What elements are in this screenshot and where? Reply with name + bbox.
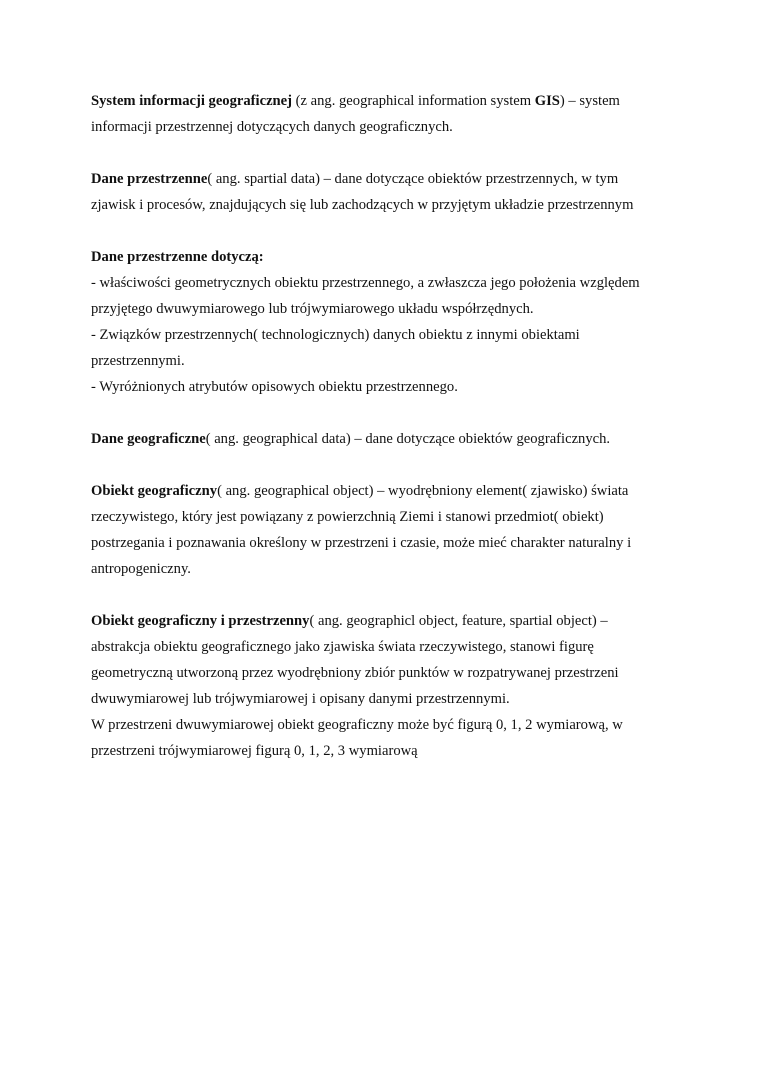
term-geographic-object: Obiekt geograficzny <box>91 483 218 499</box>
definition-text: ( ang. geographical data) – dane dotyczące obiektów geograficznych. <box>205 431 611 447</box>
term-gis-abbrev: GIS <box>534 93 560 109</box>
document-body <box>91 88 676 764</box>
section-heading: Dane przestrzenne dotyczą: <box>91 249 264 265</box>
paragraph-geographic-data <box>91 426 676 452</box>
term-geographic-spatial-object: Obiekt geograficzny i przestrzenny <box>91 613 310 629</box>
paragraph-geographic-spatial-object <box>91 608 676 764</box>
list-item-continuation: przyjętego dwuwymiarowego lub trójwymiarowego układu współrzędnych. <box>91 301 534 317</box>
paragraph-line: zjawisk i procesów, znajdujących się lub zachodzących w przyjętym układzie przestrzennym <box>91 197 634 213</box>
paragraph-line: rzeczywistego, który jest powiązany z powierzchnią Ziemi i stanowi przedmiot( obiekt) <box>91 509 604 525</box>
paragraph-line <box>91 244 676 270</box>
list-item: - Wyróżnionych atrybutów opisowych obiektu przestrzennego. <box>91 379 458 395</box>
paragraph-line <box>91 478 676 504</box>
paragraph-line <box>91 88 676 114</box>
definition-text: ( ang. geographical object) – wyodrębniony element( zjawisko) świata <box>217 483 629 499</box>
paragraph-spatial-data-scope <box>91 244 676 400</box>
paragraph-line <box>91 166 676 192</box>
paragraph-line: abstrakcja obiektu geograficznego jako zjawiska świata rzeczywistego, stanowi figurę <box>91 639 594 655</box>
paragraph-line <box>91 608 676 634</box>
definition-text: (z ang. geographical information system <box>292 93 535 109</box>
term-spatial-data: Dane przestrzenne <box>91 171 208 187</box>
paragraph-geographic-object <box>91 478 676 582</box>
definition-text: ( ang. spartial data) – dane dotyczące obiektów przestrzennych, w tym <box>207 171 619 187</box>
paragraph-line: geometryczną utworzoną przez wyodrębniony zbiór punktów w rozpatrywanej przestrzeni <box>91 665 619 681</box>
list-item: - Związków przestrzennych( technologicznych) danych obiektu z innymi obiektami <box>91 327 580 343</box>
term-geographic-data: Dane geograficzne <box>91 431 206 447</box>
paragraph-line: informacji przestrzennej dotyczących danych geograficznych. <box>91 119 453 135</box>
list-item: - właściwości geometrycznych obiektu przestrzennego, a zwłaszcza jego położenia względem <box>91 275 640 291</box>
list-item-continuation: przestrzennymi. <box>91 353 185 369</box>
paragraph-line: postrzegania i poznawania określony w przestrzeni i czasie, może mieć charakter naturalny i <box>91 535 632 551</box>
paragraph-line: przestrzeni trójwymiarowej figurą 0, 1, 2, 3 wymiarową <box>91 743 418 759</box>
term-gis: System informacji geograficznej <box>91 93 292 109</box>
paragraph-line: antropogeniczny. <box>91 561 191 577</box>
definition-text: ( ang. geographicl object, feature, spartial object) – <box>309 613 608 629</box>
paragraph-line <box>91 426 676 452</box>
paragraph-line: dwuwymiarowej lub trójwymiarowej i opisany danymi przestrzennymi. <box>91 691 510 707</box>
paragraph-line: W przestrzeni dwuwymiarowej obiekt geograficzny może być figurą 0, 1, 2 wymiarową, w <box>91 717 623 733</box>
definition-text: ) – system <box>559 93 620 109</box>
paragraph-spatial-data <box>91 166 676 218</box>
paragraph-gis-definition <box>91 88 676 140</box>
